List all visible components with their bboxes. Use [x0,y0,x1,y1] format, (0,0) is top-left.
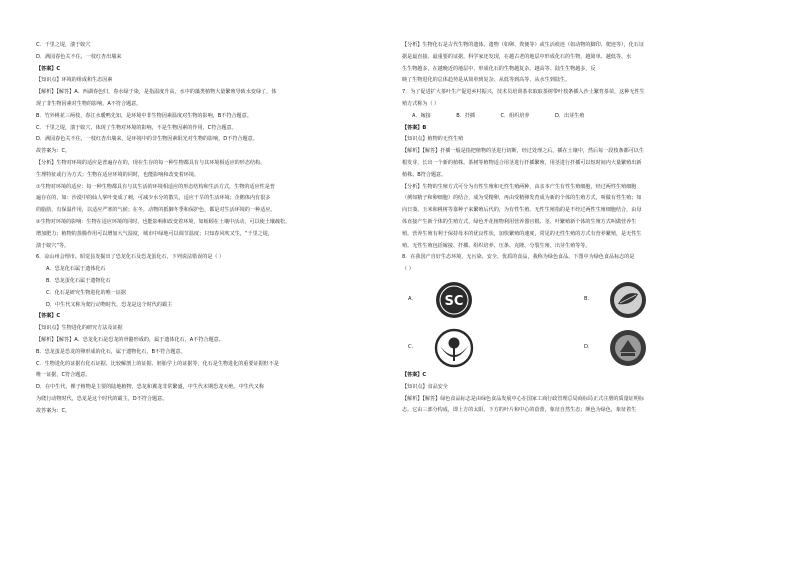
answer-label: 【答案】C [36,65,61,72]
text-line: ②生物对环境的影响：生物在适应环境的同时，也能影响和改变着环境，如蚯蚓在土壤中活动，可以使土壤疏松， [36,218,291,225]
text-line: D．满园春色关不住，一枝红杏出墙来，是环境中的非生物因素阳光对生物的影响，D不符合题意。 [36,136,258,143]
text-line: 向日葵、玉米和桃树等靠种子来繁殖后代的，为有性生殖。无性生殖指的是不经过两性生殖细胞结合，由母 [402,207,642,214]
answer-label: 【答案】C [402,371,427,378]
left-column [36,40,392,418]
option-b-label: B． [584,295,593,302]
text-line: 的脂肪，有保温作用，以适应严寒的气候；在冬，动物的抵御冬季和保护色，都是对生活环境的一种适应。 [36,207,276,214]
text-line: 故答案为：C。 [36,148,71,155]
badge-logo-icon [608,328,648,368]
text-line: C．千里之堤，溃于蚁穴，体现了生物对环境的影响，不是生物因素的作用，C符合题意。 [36,124,237,131]
option-b: B．恐龙蛋化石属于遗物化石 [46,277,111,284]
logo-options [402,280,758,370]
option-d-label: D． [584,343,594,350]
text-line: 映了生物进化的总体趋势是从简单到复杂、从低等到高等、从水生到陆生。 [402,77,571,84]
text-line: C．千里之堤，溃于蚁穴 [36,42,91,48]
text-line: 殖。无性生殖包括嫁接、扦插、组织培养、压条、克隆、分裂生殖、出芽生殖等等。 [402,242,591,249]
text-line: D．满园春色关不住，一枝红杏出墙来 [36,53,122,60]
option-a: A．恐龙化石属于遗体化石 [46,266,106,273]
text-line: 故答案为：C。 [36,407,71,414]
text-line: 唯一证据，C符合题意。 [36,372,91,379]
text-line: B．竹外桃花三两枝，春江水暖鸭先知，是环境中非生物因素温度对生物的影响，B不符合题意。 [36,112,252,119]
text-line: 【解析】【解答】A．西湖春色归，春水绿于染，是指温度升高，水中的藻类植物大量繁殖导致水变绿了，体 [36,89,277,96]
text-line: 【分析】生物的生殖方式可分为有性生殖和无性生殖两种，由亲本产生有性生殖细胞，经过两性生殖细胞 [402,183,637,190]
knowledge-point: 【知识点】植物的无性生殖 [402,136,464,143]
text-line: 殖。营养生殖有利于保持母本的优良性状，加快繁殖的速度，常见的无性生殖的方式有营养繁殖，是无性生 [402,230,642,237]
knowledge-point: 【知识点】环境的组成和生态因素 [36,77,113,84]
green-food-logo-icon [434,328,474,368]
option-c-label: C． [408,343,417,350]
option-c: C．化石是研究生物进化的唯一证据 [46,289,126,296]
text-line: 遍存在的，如：沙漠中的仙人掌叶变成了刺，可减少水分的散失，适应干旱的生活环境；企鹅体内有很多 [36,195,271,202]
sc-logo-icon [434,280,474,320]
question-7: 7．为了促进扩大茶叶生产促进乡村振兴，技术员培训茶农取取茶树带叶枝条插入沙土繁育茶苗，这种无性生 [402,89,645,96]
text-line: 体直接产生新个体的生殖方式，绿色开花植物利用营养器官根、茎、叶繁殖新个体的生殖方式叫做营养生 [402,218,637,225]
text-line: 溃于蚁穴”等。 [36,242,70,249]
text-line: 【解析】【解答】扦插一般是指把植物的茎进行切断，经过处理之后，插在土壤中，然后每一段枝条都可以生 [402,148,644,155]
text-line: 志。它由三部分构成，即上方的太阳、下方的叶片和中心的蓓蕾，象征自然生态；颜色为绿色，象征着生 [402,407,637,414]
right-column [402,40,758,417]
answer-label: 【答案】C [36,313,61,320]
text-line: ①生物对环境的适应：每一种生物都具有与其生活的环境相适应的形态结构和生活方式，生物的适应性是普 [36,183,275,190]
options-row: A．嫁接 B．扦插 C．组织培养 D．出芽生殖 [412,112,585,119]
text-line: 为爬行动物时代，恐龙是这个时代的霸主，D不符合题意。 [36,395,168,402]
text-line: 【分析】生物化石是古代生物的遗体、遗物（如卵、粪便等）或生活痕迹（如动物的脚印、爬迹等），化石证 [402,42,644,48]
text-line: 生理特征或行为方式；生物在适应环境的同时，也能影响和改变着环境。 [36,171,200,178]
text-line: 植株。B符合题意。 [402,171,447,178]
knowledge-point: 【知识点】食品安全 [402,383,448,390]
text-line: 殖方式称为（ ） [402,100,440,107]
option-d: D．中生代又称为爬行动物时代，恐龙是这个时代的霸主 [46,301,173,308]
logo-row [402,328,758,368]
text-line: D．在中生代，裸子植物是主要的陆地植物，恐龙和翼龙非常繁盛，中生代末期恐龙灭绝。中生代又称 [36,384,265,391]
question-8: 8．在我国产自好生态环境，无污染、安全、优质的食品，我称为绿色食品。下图中为绿色食品标志的是 [402,254,635,261]
text-line: 根发芽，长出一个新的植株。茶树等植物适合用茎进行扦插繁殖，用茎进行扦插可以短时间内大量繁殖出新 [402,159,642,166]
leaf-seal-logo-icon [608,280,648,320]
text-line: 【解析】【解答】绿色食品标志是由绿色食品发展中心在国家工商行政管理总局商标局正式注册的质量证明标 [402,395,644,402]
text-line: 【分析】生物对环境的适应是普遍存在的，现在生存的每一种生物都具有与其环境相适应的形态结构、 [36,159,266,166]
sc-logo-text: SC [444,293,464,309]
text-line: B．恐龙蛋是恐龙的卵形成的化石，属于遗物化石，B不符合题意。 [36,348,186,355]
text-line: C．生物进化的证据有化石证据、比较解剖上的证据、胚胎学上的证据等，化石是生物进化的重要证据但不是 [36,360,279,367]
text-line: 【解析】【解答】A．恐龙化石是恐龙的骨骼形成的，属于遗体化石，A不符合题意。 [36,336,224,343]
text-line: 增加肥力；植物的蒸腾作用可以增加大气湿度，城市中绿地可以调节温度；只知春风吹又生，“千里之堤， [36,230,273,237]
text-line: （ ） [402,266,414,273]
question-6: 6．凉山州会理市、昭觉县发掘出了恐龙化石及恐龙蛋化石，下列说法错误的是（ ） [36,254,225,261]
answer-label: 【答案】B [402,124,427,131]
text-line: （例如精子和卵细胞）的结合，成为受精卵，再由受精卵发育成为新的个体的生殖方式，叫做有性生殖；如 [402,195,642,202]
text-line: 据是最直接、最重要的证据。科学家还发现，在越古老的地层中形成化石的生物，越简单、越低等、水 [402,53,632,60]
option-a-label: A． [408,295,417,302]
knowledge-point: 【知识点】生物进化的研究方法及证据 [36,325,123,332]
logo-row [402,280,758,320]
text-line: 生生物越多，在越晚近的地层中，形成化石的生物越复杂、越高等、陆生生物越多，反 [402,65,596,72]
text-line: 现了非生物因素对生物的影响，A不符合题意。 [36,100,142,107]
